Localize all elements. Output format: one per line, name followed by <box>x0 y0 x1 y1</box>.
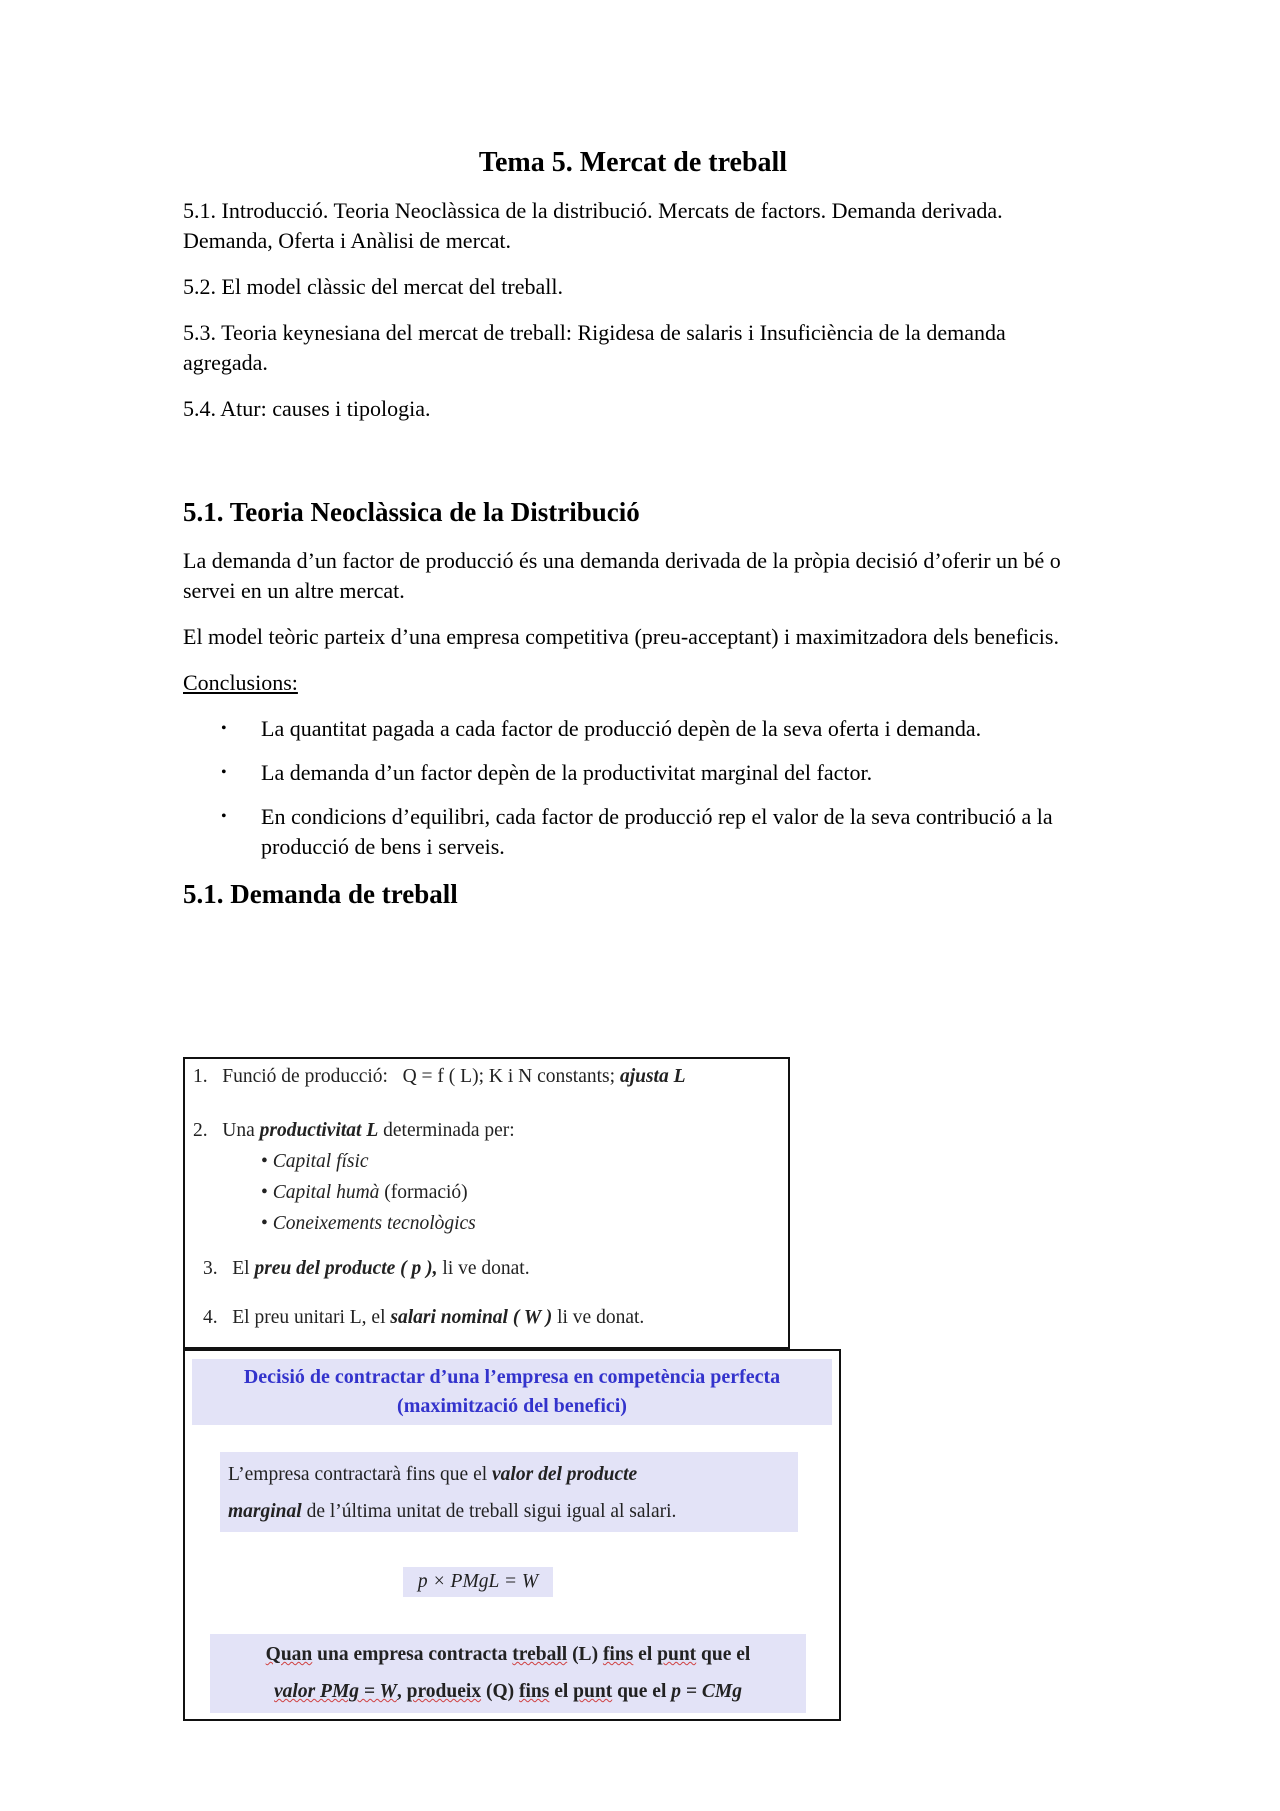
figure-subitem-3: • Coneixements tecnològics <box>261 1213 476 1234</box>
toc-item-2: 5.2. El model clàssic del mercat del treball. <box>183 273 563 299</box>
document-page <box>183 146 1083 928</box>
figure-conclusion-box: Quan una empresa contracta treball (L) fins el punt que el valor PMg = W, produeix (Q) fins el punt que el p = CMg <box>210 1634 806 1713</box>
figure-item-3: 3. El preu del producte ( p ), li ve donat. <box>203 1258 530 1279</box>
conclusions-label: Conclusions: <box>183 669 298 695</box>
section-heading-demanda: 5.1. Demanda de treball <box>183 878 458 909</box>
section1-paragraph-1: La demanda d’un factor de producció és una demanda derivada de la pròpia decisió d’oferir un bé o servei en un altre mercat. <box>183 547 1061 603</box>
figure-item-4: 4. El preu unitari L, el salari nominal ( W ) li ve donat. <box>203 1307 645 1328</box>
toc-item-1: 5.1. Introducció. Teoria Neoclàssica de la distribució. Mercats de factors. Demanda derivada. Demanda, Oferta i Anàlisi de mercat. <box>183 197 1003 253</box>
figure-production-box <box>183 1057 790 1349</box>
toc-item-3: 5.3. Teoria keynesiana del mercat de treball: Rigidesa de salaris i Insuficiència de la demanda agregada. <box>183 319 1006 375</box>
spacer <box>183 440 1083 496</box>
figure-rule-box: L’empresa contractarà fins que el valor del producte marginal de l’última unitat de treball sigui igual al salari. <box>220 1452 798 1532</box>
toc-item-4: 5.4. Atur: causes i tipologia. <box>183 395 431 421</box>
list-item: • La quantitat pagada a cada factor de producció depèn de la seva oferta i demanda. <box>183 714 1083 744</box>
section1-paragraph-2: El model teòric parteix d’una empresa competitiva (preu-acceptant) i maximitzadora dels beneficis. <box>183 623 1059 649</box>
figure-decision-box <box>183 1349 841 1721</box>
conclusions-list <box>183 714 1083 862</box>
document-title: Tema 5. Mercat de treball <box>478 147 788 178</box>
list-item: • En condicions d’equilibri, cada factor de producció rep el valor de la seva contribució a la producció de bens i serveis. <box>221 803 1053 859</box>
figure-subitem-2: • Capital humà (formació) <box>261 1182 468 1203</box>
figure-decision-header: Decisió de contractar d’una l’empresa en competència perfecta (maximització del benefici) <box>192 1359 832 1425</box>
figure-item-1: 1. Funció de producció: Q = f ( L); K i N constants; ajusta L <box>193 1066 686 1087</box>
figure-item-2: 2. Una productivitat L determinada per: <box>193 1120 515 1141</box>
bullet-icon: • <box>221 807 227 825</box>
list-item: • La demanda d’un factor depèn de la productivitat marginal del factor. <box>183 758 1083 788</box>
section-heading-neoclassica: 5.1. Teoria Neoclàssica de la Distribució <box>183 496 640 527</box>
bullet-icon: • <box>221 719 227 737</box>
bullet-icon: • <box>221 763 227 781</box>
figure-formula: p × PMgL = W <box>403 1567 553 1597</box>
figure-subitem-1: • Capital físic <box>261 1151 369 1172</box>
